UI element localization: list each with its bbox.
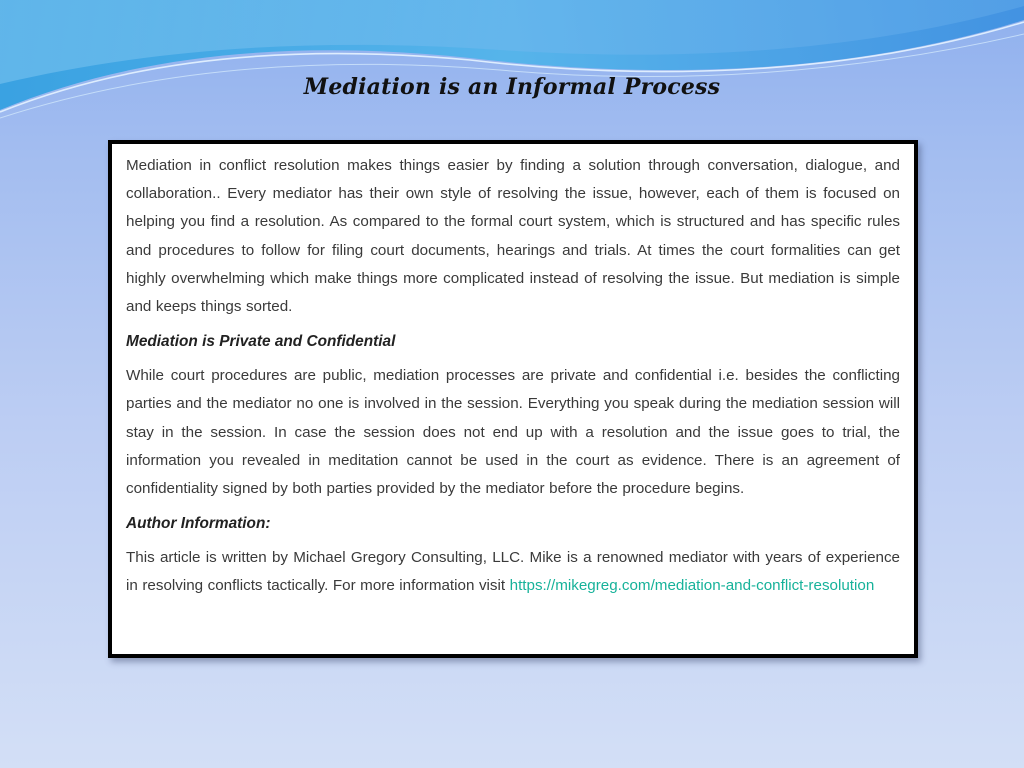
mediation-article-link[interactable]: https://mikegreg.com/mediation-and-conflict-resolution bbox=[509, 577, 875, 595]
slide-title: Mediation is an Informal Process bbox=[303, 74, 721, 100]
author-information-heading: Author Information: bbox=[126, 515, 271, 533]
intro-paragraph: Mediation in conflict resolution makes things easier by finding a solution through conversation, dialogue, and collaboration.. Every mediator has their own style of resolving the issue, however, each of them is focused on helping you find a resolution. As compared to the formal court system, which is structured and has specific rules and procedures to follow for filing court documents, hearings and trials. At times the court formalities can get highly overwhelming which make things more complicated instead of resolving the issue. But mediation is simple and keeps things sorted. bbox=[126, 157, 900, 316]
article-panel bbox=[108, 140, 918, 658]
private-confidential-paragraph: While court procedures are public, mediation processes are private and confidential i.e. besides the conflicting parties and the mediator no one is involved in the session. Everything you speak during the mediation session will stay in the session. In case the session does not end up with a resolution and the issue goes to trial, the information you revealed in meditation cannot be used in the court as evidence. There is an agreement of confidentiality signed by both parties provided by the mediator before the procedure begins. bbox=[126, 367, 900, 498]
section-heading-private-confidential: Mediation is Private and Confidential bbox=[126, 333, 396, 351]
author-paragraph bbox=[126, 544, 900, 600]
author-text: This article is written by Michael Gregory Consulting, LLC. Mike is a renowned mediator with years of experience in resolving conflicts tactically. For more information visit bbox=[126, 549, 900, 595]
